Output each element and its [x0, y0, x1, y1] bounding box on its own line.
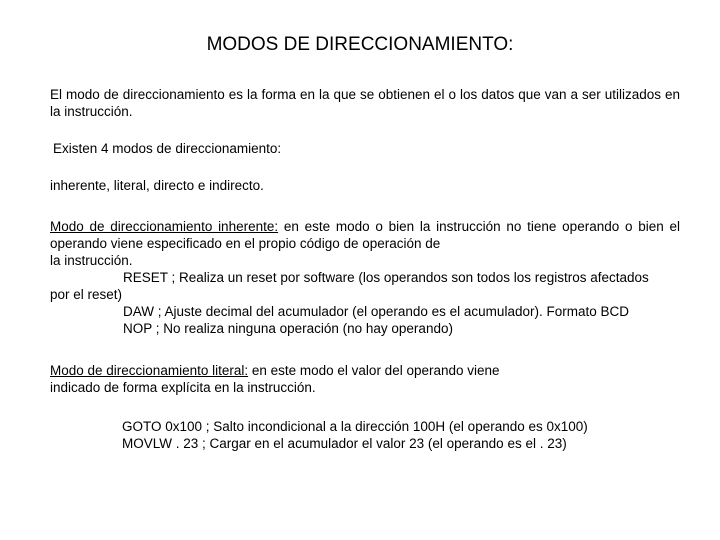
intro-paragraph: El modo de direccionamiento es la forma en la que se obtienen el o los datos que van a ser utilizados en la instrucción. — [50, 87, 680, 119]
literal-example-movlw: MOVLW . 23 ; Cargar en el acumulador el valor 23 (el operando es el . 23) — [122, 436, 567, 451]
literal-description — [50, 362, 680, 379]
inherent-example-nop: NOP ; No realiza ninguna operación (no hay operando) — [123, 321, 453, 336]
inherent-desc-text: en este modo o bien la instrucción no tiene operando o bien el operando viene especificado en el propio código de operación de — [50, 219, 680, 251]
literal-section — [50, 362, 680, 396]
inherent-section — [50, 218, 680, 337]
modes-count-text: Existen 4 modos de direccionamiento: — [53, 141, 282, 156]
inherent-description — [50, 218, 680, 252]
inherent-example-daw: DAW ; Ajuste decimal del acumulador (el operando es el acumulador). Formato BCD — [123, 304, 629, 319]
modes-list-text: inherente, literal, directo e indirecto. — [50, 178, 264, 193]
literal-heading: Modo de direccionamiento literal: — [50, 363, 249, 378]
page-title: MODOS DE DIRECCIONAMIENTO: — [206, 34, 514, 55]
inherent-desc-end: la instrucción. — [50, 253, 133, 268]
inherent-heading: Modo de direccionamiento inherente: — [50, 219, 279, 234]
literal-desc-text: en este modo el valor del operando viene — [248, 363, 500, 378]
inherent-example-reset-cont: por el reset) — [50, 287, 123, 302]
literal-example-goto: GOTO 0x100 ; Salto incondicional a la dirección 100H (el operando es 0x100) — [122, 419, 588, 434]
literal-examples — [122, 418, 682, 452]
inherent-example-reset: RESET ; Realiza un reset por software (los operandos son todos los registros afectados — [123, 270, 649, 285]
literal-desc-end: indicado de forma explícita en la instrucción. — [50, 380, 316, 395]
